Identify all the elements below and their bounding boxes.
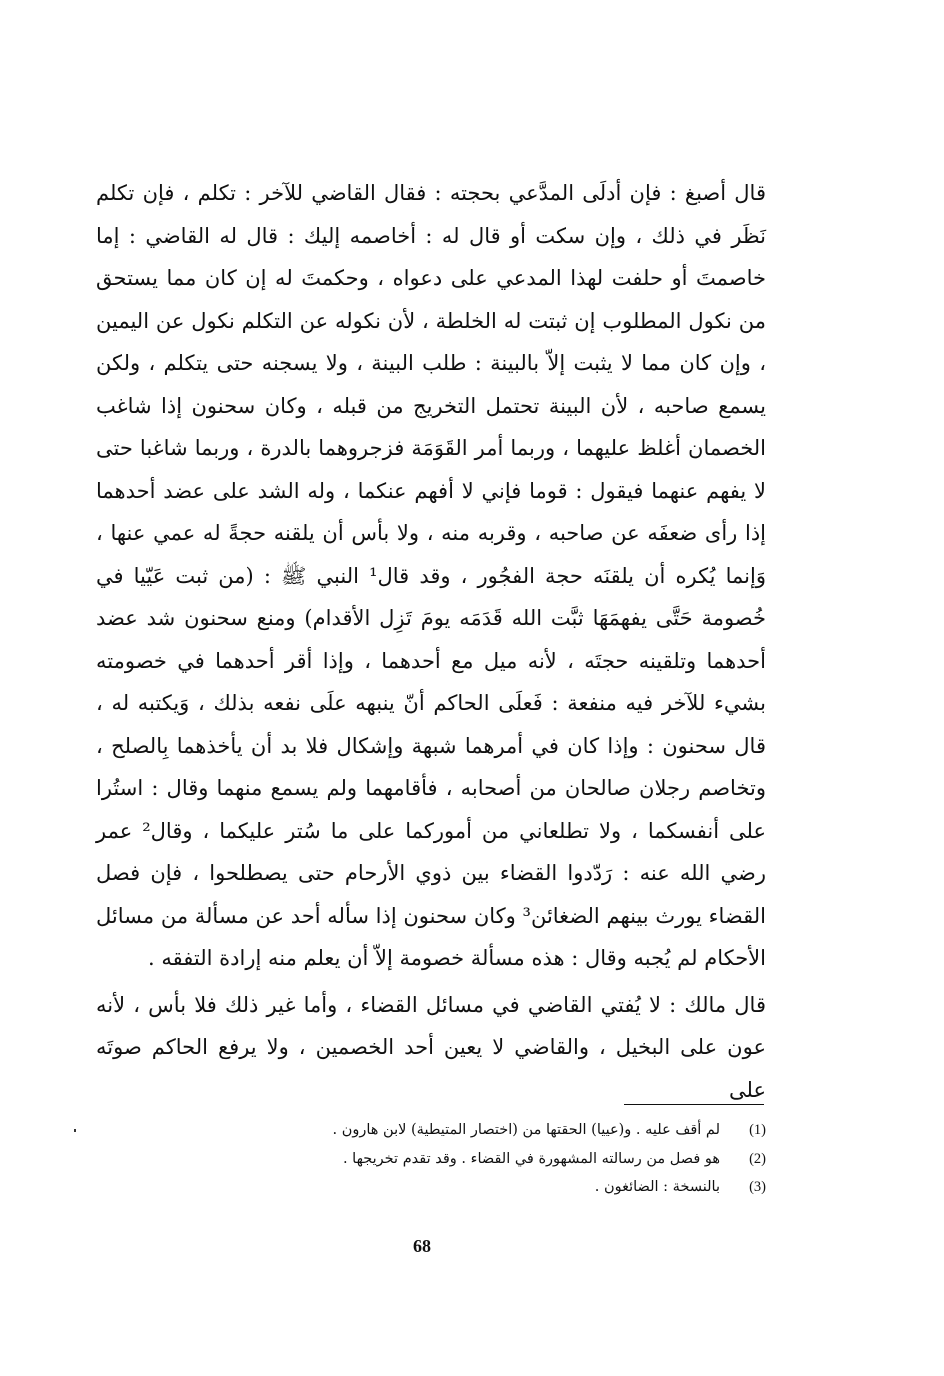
page-number: 68 (413, 1236, 431, 1256)
scan-speck (74, 1129, 76, 1132)
main-text (96, 172, 766, 1111)
footnote-number: (2) (749, 1150, 766, 1167)
footnote-number: (3) (749, 1179, 766, 1195)
footnotes (180, 1116, 766, 1202)
footnote-text: هو فصل من رسالته المشهورة في القضاء . وقد تقدم تخريجها . (342, 1150, 720, 1167)
footnote-3 (180, 1173, 766, 1202)
footnote-separator (624, 1104, 764, 1105)
footnote-1 (180, 1116, 766, 1145)
footnote-number: (1) (749, 1122, 766, 1138)
footnote-2 (180, 1145, 766, 1174)
footnote-text: بالنسخة : الضائغون . (594, 1179, 720, 1195)
paragraph-1: قال أصبغ : فإن أدلَى المدَّعي بحجته : فقال القاضي للآخر : تكلم ، فإن تكلم نَظَر في ذلك ، وإن سكت أو قال له : أخاصمه إليك : قال له القاضي : إما خاصمتَ أو حلفت لهذا المدعي على دعواه ، وحكمتَ له إن كان مما يستحق من نكول المطلوب إن ثبتت له الخلطة ، لأن نكوله عن التكلم نكول عن اليمين ، وإن كان مما لا يثبت إلاّ بالبينة : طلب البينة ، ولا يسجنه حتى يتكلم ، ولكن يسمع صاحبه ، لأن البينة تحتمل التخريج من قبله ، وكان سحنون إذا شاغب الخصمان أغلظ عليهما ، وربما أمر القَوَمَة فزجروهما بالدرة ، وربما شاغبا حتى لا يفهم عنهما فيقول : قوما فإني لا أفهم عنكما ، وله الشد على عضد أحدهما إذا رأى ضعفَه عن صاحبه ، وقربه منه ، ولا بأس أن يلقنه حجةً له عمي عنها ، وَإنما يُكره أن يلقنَه حجة الفجُور ، وقد قال¹ النبي ﷺ : (من ثبت عَيّيا في خُصومة حَتَّى يفهمَهَا ثبَّت الله قَدَمَه يومَ تَزِل الأقدام) ومنع سحنون شد عضد أحدهما وتلقينه حجتَه ، لأنه ميل مع أحدهما ، وإذا أقر أحدهما في خصومته بشيء للآخر فيه منفعة : فَعلَى الحاكم أنّ ينبهه علَى نفعه بذلك ، وَيكتبه له ، قال سحنون : وإذا كان في أمرهما شبهة وإشكال فلا بد أن يأخذهما بِالصلح ، وتخاصم رجلان صالحان من أصحابه ، فأقامهما ولم يسمع منهما وقال : استُرا على أنفسكما ، ولا تطلعاني من أموركما على ما سُتر عليكما ، وقال² عمر رضي الله عنه : رَدّدوا القضاء بين ذوي الأرحام حتى يصطلحوا ، فإن فصل القضاء يورث بينهم الضغائن³ وكان سحنون إذا سأله أحد عن مسألة من مسائل الأحكام لم يُجبه وقال : هذه مسألة خصومة إلاّ أن يعلم منه إرادة التفقه . (96, 181, 767, 970)
paragraph-2: قال مالك : لا يُفتي القاضي في مسائل القضاء ، وأما غير ذلك فلا بأس ، لأنه عون على البخيل ، والقاضي لا يعين أحد الخصمين ، ولا يرفع الحاكم صوتَه على (96, 992, 766, 1102)
footnote-text: لم أقف عليه . و(عييا) الحقتها من (اختصار المتيطية) لابن هارون . (332, 1122, 720, 1138)
